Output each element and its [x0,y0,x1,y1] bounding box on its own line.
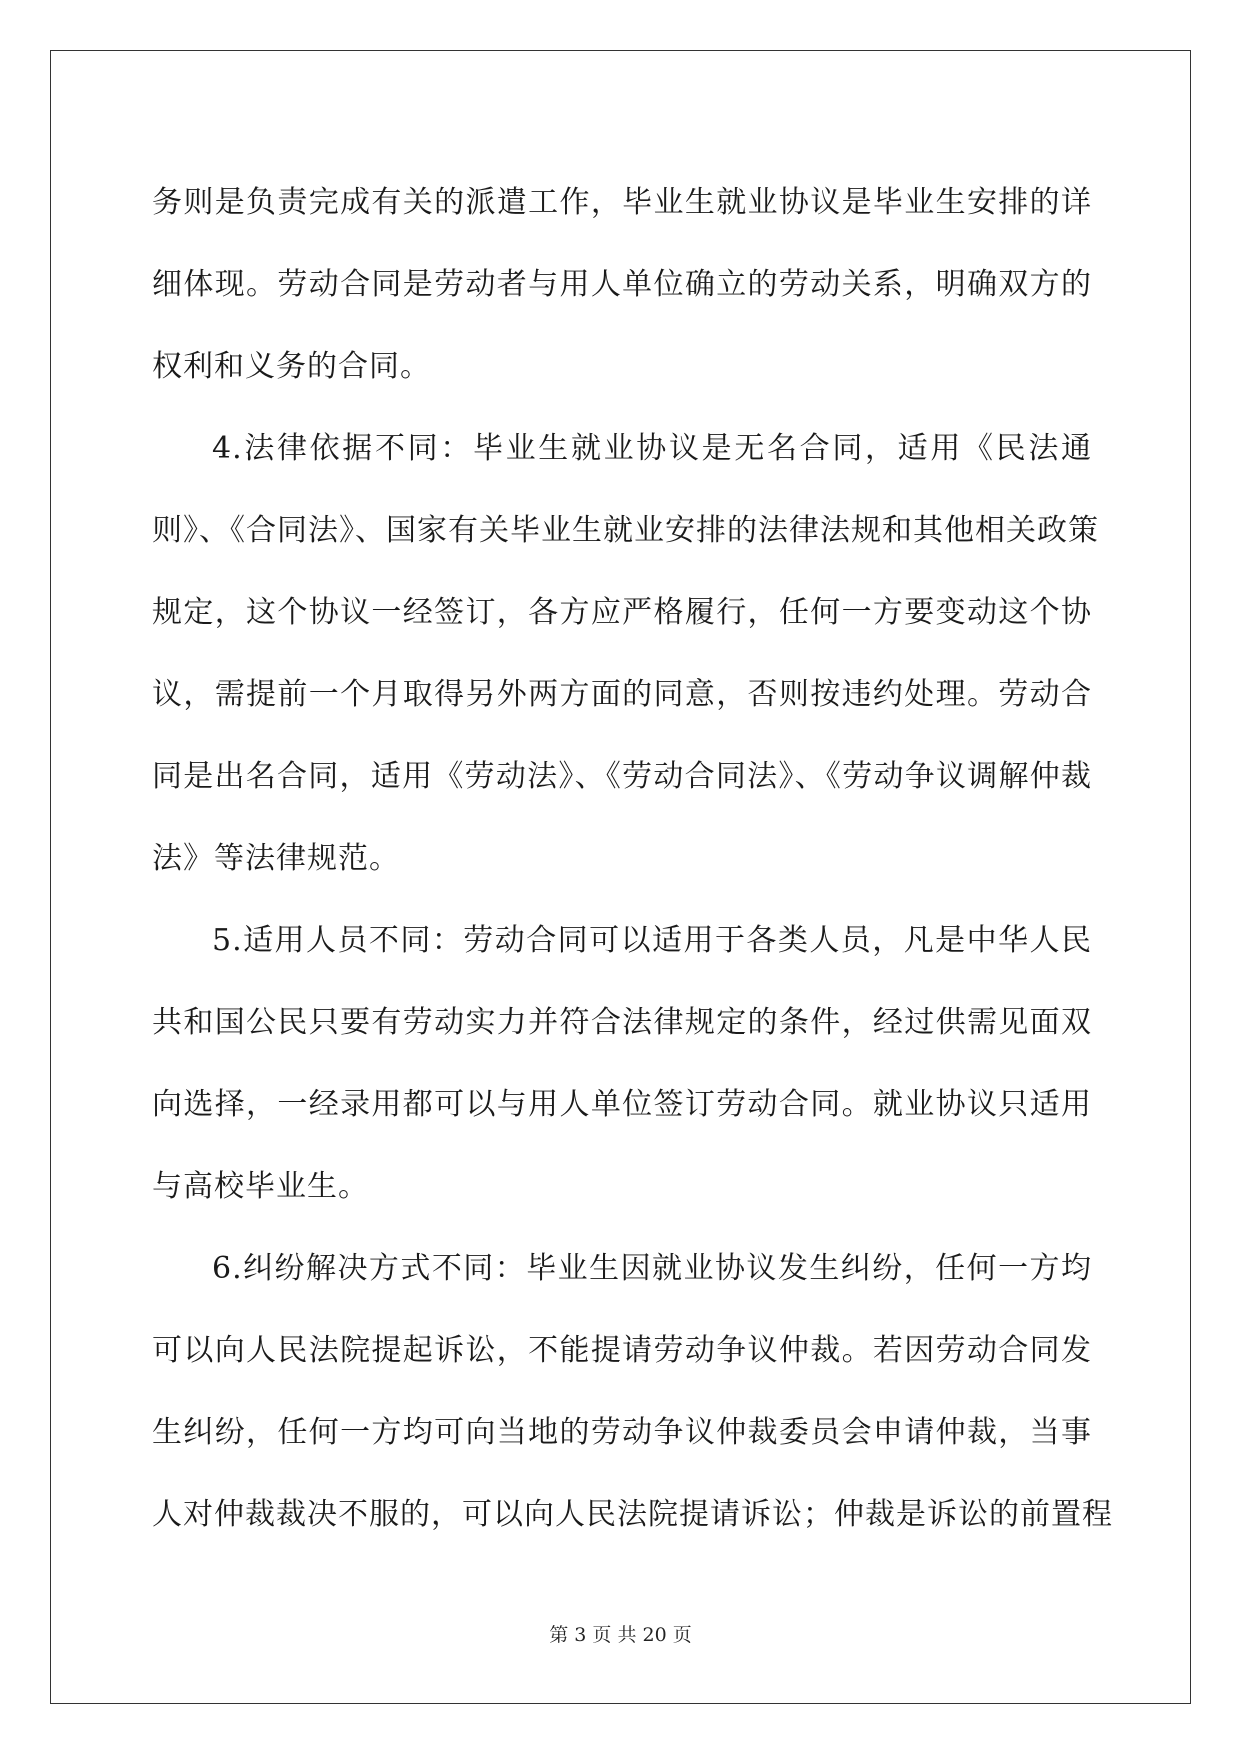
text-line: 权利和义务的合同。 [152,349,431,384]
text-line: 同是出名合同，适用《劳动法》、《劳动合同法》、《劳动争议调解仲裁 [152,759,1092,794]
text-line: 务则是负责完成有关的派遣工作，毕业生就业协议是毕业生安排的详 [152,185,1092,220]
text-line: 共和国公民只要有劳动实力并符合法律规定的条件，经过供需见面双 [152,1005,1092,1040]
page-number-footer: 第 3 页 共 20 页 [549,1624,692,1646]
text-line: 人对仲裁裁决不服的，可以向人民法院提请诉讼；仲裁是诉讼的前置程 [152,1497,1113,1532]
text-line: 议，需提前一个月取得另外两方面的同意，否则按违约处理。劳动合 [152,677,1092,712]
text-line: 与高校毕业生。 [152,1169,369,1204]
text-line: 规定，这个协议一经签订，各方应严格履行，任何一方要变动这个协 [152,595,1092,630]
text-line: 4.法律依据不同：毕业生就业协议是无名合同，适用《民法通 [212,431,1092,466]
text-line: 5.适用人员不同：劳动合同可以适用于各类人员，凡是中华人民 [212,923,1092,958]
text-line: 则》、《合同法》、国家有关毕业生就业安排的法律法规和其他相关政策 [152,513,1099,548]
text-line: 法》等法律规范。 [152,841,400,876]
text-line: 向选择，一经录用都可以与用人单位签订劳动合同。就业协议只适用 [152,1087,1092,1122]
text-line: 可以向人民法院提起诉讼，不能提请劳动争议仲裁。若因劳动合同发 [152,1333,1092,1368]
text-line: 生纠纷，任何一方均可向当地的劳动争议仲裁委员会申请仲裁，当事 [152,1415,1092,1450]
document-body [152,162,1113,1556]
text-line: 6.纠纷解决方式不同：毕业生因就业协议发生纠纷，任何一方均 [212,1251,1092,1286]
text-line: 细体现。劳动合同是劳动者与用人单位确立的劳动关系，明确双方的 [152,267,1092,302]
